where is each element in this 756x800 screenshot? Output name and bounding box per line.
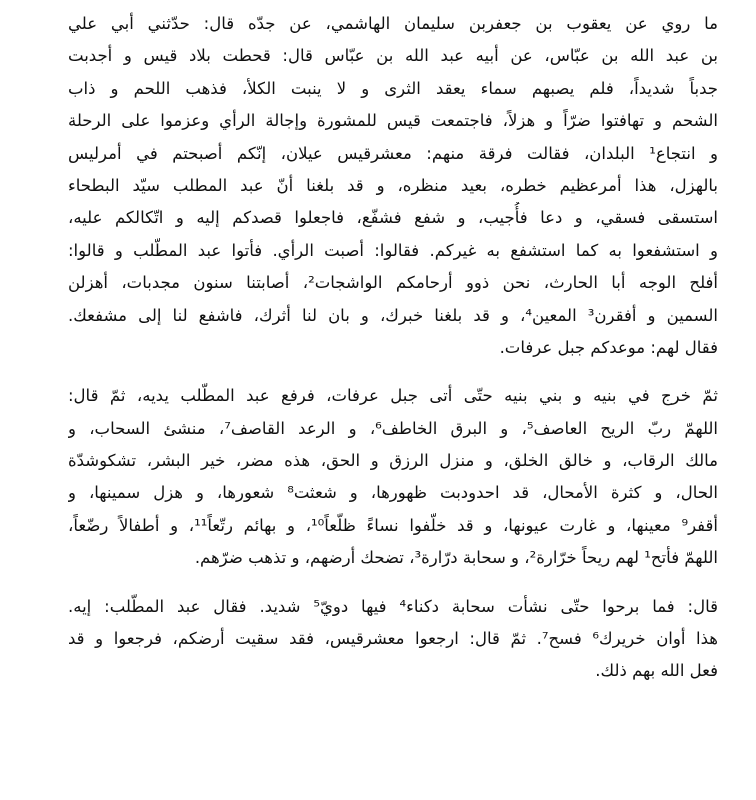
paragraph-3 <box>68 591 718 688</box>
text-line: فقال لهم: موعدكم جبل عرفات. <box>499 337 718 357</box>
text-line: اللهمّ ربّ الريح العاصف⁵، و البرق الخاطف⁶، و الرعد القاصف⁷، منشئ السحاب، و <box>68 418 718 438</box>
text-line: اللهمّ فأتح¹ لهم ريحاً خرّارة²، و سحابة درّارة³، تضحك أرضهم، و تذهب ضرّهم. <box>194 548 718 568</box>
text-line: و انتجاع¹ البلدان، فقالت فرقة منهم: معشرقيس عيلان، إنّكم أصبحتم في أمرليس <box>68 143 718 163</box>
text-line: و استشفعوا به كما استشفع به غيركم. فقالوا: أصبت الرأي. فأتوا عبد المطّلب و قالوا: <box>68 240 718 260</box>
text-line: السمين و أفقرن³ المعين⁴، و قد بلغنا خبرك، و بان لنا أثرك، فاشفع لنا إلى مشفعك. <box>68 305 718 325</box>
text-line: قال: فما برحوا حتّى نشأت سحابة دكناء⁴ فيها دويّ⁵ شديد. فقال عبد المطّلب: إيه. <box>68 596 718 616</box>
text-line: بن عبد الله بن عبّاس، عن أبيه عبد الله بن عبّاس قال: قحطت بلاد قيس و أجدبت <box>68 46 718 66</box>
text-line: فعل الله بهم ذلك. <box>595 661 718 681</box>
document-page <box>68 8 718 688</box>
text-line: الحال، و كثرة الأمحال، قد احدودبت ظهورها، و شعثت⁸ شعورها، و هزل سمينها، و <box>68 483 718 503</box>
text-line: مالك الرقاب، و خالق الخلق، و منزل الرزق و الحق، هذه مضر، خير البشر، تشكوشدّة <box>68 451 718 471</box>
text-line: ثمّ خرج في بنيه و بني بنيه حتّى أتى جبل عرفات، فرفع عبد المطّلب يديه، ثمّ قال: <box>68 386 718 406</box>
text-line: ما روي عن يعقوب بن جعفربن سليمان الهاشمي، عن جدّه قال: حدّثني أبي علي <box>68 14 718 33</box>
paragraph-1 <box>68 8 718 364</box>
text-line: الشحم و تهافتوا ضرّاً و هزلاً، فاجتمعت قيس للمشورة وإجالة الرأي وعزموا على الرحلة <box>68 111 718 131</box>
paragraph-2 <box>68 380 718 574</box>
text-line: هذا أوان خريرك⁶ فسح⁷. ثمّ قال: ارجعوا معشرقيس، فقد سقيت أرضكم، فرجعوا و قد <box>68 629 718 649</box>
text-line: أقفر⁹ معينها، و غارت عيونها، و قد خلّفوا نساءً ظلّعاً¹⁰، و بهائم رتّعاً¹¹، و أطفالاً رضّعاً، <box>68 515 718 535</box>
text-line: بالهزل، هذا أمرعظيم خطره، بعيد منظره، و قد بلغنا أنّ عبد المطلب سيّد البطحاء <box>68 175 718 195</box>
text-line: جدباً شديداً، فلم يصبهم سماء يعقد الثرى و لا ينبت الكلأ، فذهب اللحم و ذاب <box>68 78 718 98</box>
text-line: أفلح الوجه أبا الحارث، نحن ذوو أرحامكم الواشجات²، أصابتنا سنون مجدبات، أهزلن <box>68 273 718 293</box>
text-line: استسقى فسقي، و دعا فأُجيب، و شفع فشفّع، فاجعلوا قصدكم إليه و اتّكالكم عليه، <box>68 208 718 228</box>
